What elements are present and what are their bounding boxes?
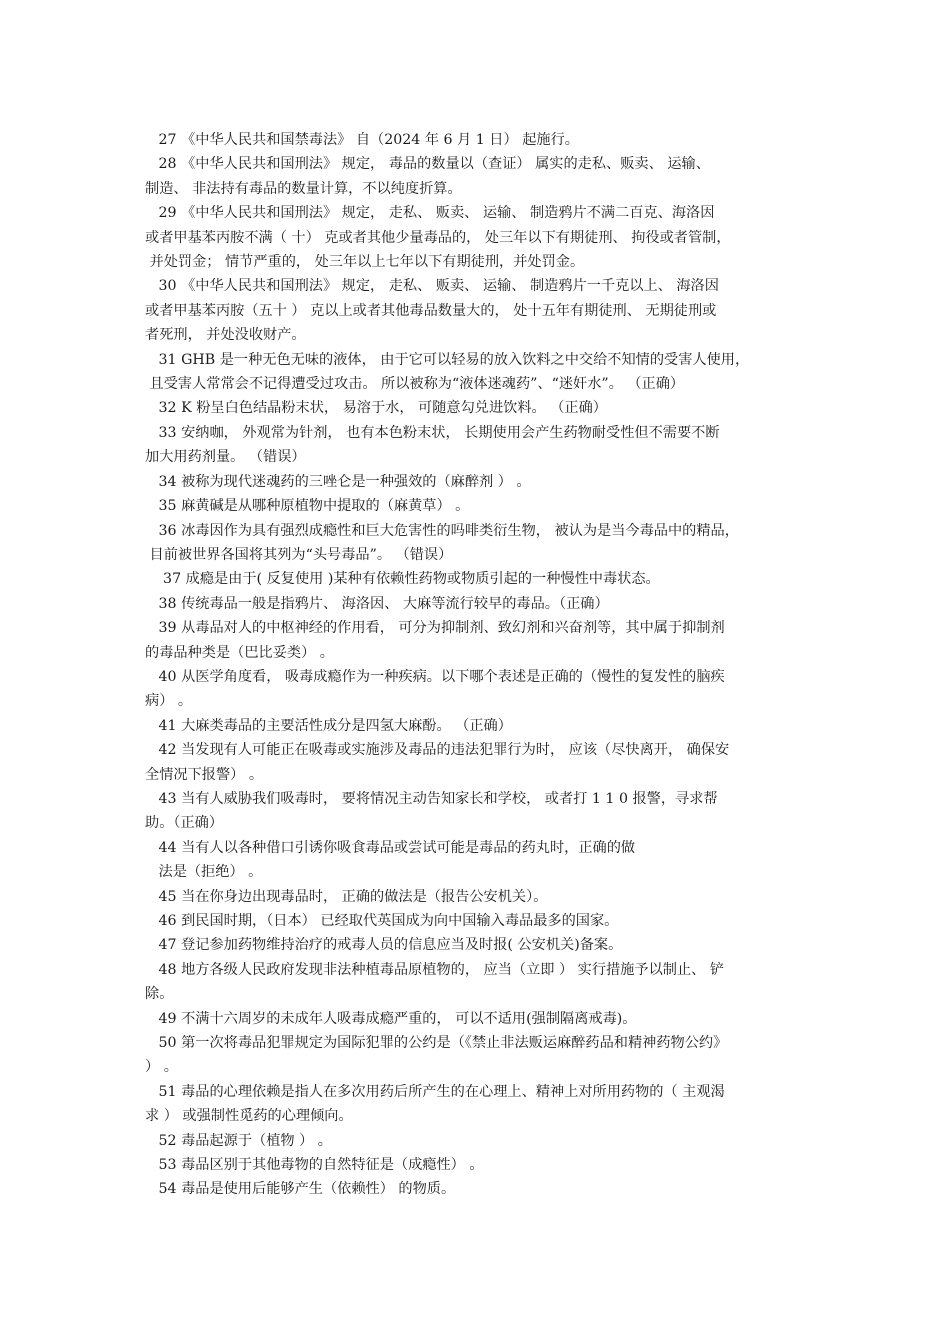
text-line: 45 当在你身边出现毒品时， 正确的做法是（报告公安机关）。 <box>145 888 548 905</box>
text-line: 29 《中华人民共和国刑法》 规定， 走私、 贩卖、 运输、 制造鸦片不满二百克、海洛因 <box>145 205 715 222</box>
text-line: 54 毒品是使用后能够产生（依赖性） 的物质。 <box>145 1181 456 1198</box>
text-line: 27 《中华人民共和国禁毒法》 自（2024 年 6 月 1 日） 起施行。 <box>145 132 579 148</box>
text-line: 48 地方各级人民政府发现非法种植毒品原植物的， 应当（立即 ） 实行措施予以制止、 铲 <box>145 961 725 978</box>
document-page <box>145 128 810 1202</box>
text-line: 50 第一次将毒品犯罪规定为国际犯罪的公约是（《禁止非法贩运麻醉药品和精神药物公约》 <box>145 1035 728 1052</box>
text-line: 41 大麻类毒品的主要活性成分是四氢大麻酚。 （正确） <box>145 717 512 734</box>
text-line: 43 当有人威胁我们吸毒时， 要将情况主动告知家长和学校， 或者打 1 1 0 报警，寻求帮 <box>145 790 718 807</box>
text-line: 49 不满十六周岁的未成年人吸毒成瘾严重的， 可以不适用(强制隔离戒毒)。 <box>145 1010 637 1027</box>
text-line: 30 《中华人民共和国刑法》 规定， 走私、 贩卖、 运输、 制造鸦片一千克以上、 海洛因 <box>145 278 719 295</box>
text-line: 的毒品种类是（巴比妥类） 。 <box>145 644 334 661</box>
text-line: 除。 <box>145 986 174 1003</box>
text-line: 51 毒品的心理依赖是指人在多次用药后所产生的在心理上、精神上对所用药物的（ 主观渴 <box>145 1083 725 1100</box>
text-line: 或者甲基苯丙胺（五十 ） 克以上或者其他毒品数量大的， 处十五年有期徒刑、 无期徒刑或 <box>145 302 717 319</box>
text-line: 42 当发现有人可能正在吸毒或实施涉及毒品的违法犯罪行为时， 应该（尽快离开， 确保安 <box>145 742 730 759</box>
text-line: 且受害人常常会不记得遭受过攻击。 所以被称为“液体迷魂药”、“迷奸水”。 （正确） <box>145 376 685 393</box>
text-line: 病） 。 <box>145 693 193 710</box>
text-line: 35 麻黄碱是从哪种原植物中提取的（麻黄草） 。 <box>145 498 470 515</box>
text-line: 32 K 粉呈白色结晶粉末状， 易溶于水， 可随意勾兑进饮料。 （正确） <box>145 400 607 417</box>
text-line: 加大用药剂量。 （错误） <box>145 449 306 466</box>
text-line: 制造、 非法持有毒品的数量计算，不以纯度折算。 <box>145 180 462 197</box>
text-line: 38 传统毒品一般是指鸦片、 海洛因、 大麻等流行较早的毒品。（正确） <box>145 595 609 612</box>
text-line: 37 成瘾是由于( 反复使用 )某种有依赖性药物或物质引起的一种慢性中毒状态。 <box>145 571 660 588</box>
text-line: 46 到民国时期，（日本） 已经取代英国成为向中国输入毒品最多的国家。 <box>145 913 619 929</box>
text-line: 求 ） 或强制性觅药的心理倾向。 <box>145 1108 353 1125</box>
text-line: 47 登记参加药物维持治疗的戒毒人员的信息应当及时报( 公安机关)备案。 <box>145 937 623 954</box>
text-line: 39 从毒品对人的中枢神经的作用看， 可分为抑制剂、致幻剂和兴奋剂等，其中属于抑制剂 <box>145 620 725 637</box>
text-line: 44 当有人以各种借口引诱你吸食毒品或尝试可能是毒品的药丸时，正确的做 <box>145 839 636 856</box>
text-line: 34 被称为现代迷魂药的三唑仑是一种强效的（麻醉剂 ） 。 <box>145 473 531 490</box>
text-line: 33 安纳咖， 外观常为针剂， 也有本色粉末状， 长期使用会产生药物耐受性但不需要不断 <box>145 424 720 441</box>
text-line: 或者甲基苯丙胺不满（ 十） 克或者其他少量毒品的， 处三年以下有期徒刑、 拘役或者管制， <box>145 229 731 246</box>
text-line: 目前被世界各国将其列为“头号毒品”。 （错误） <box>145 546 453 563</box>
text-line: 并处罚金； 情节严重的， 处三年以上七年以下有期徒刑，并处罚金。 <box>145 254 585 271</box>
text-line: ） 。 <box>145 1059 178 1076</box>
text-line: 法是（拒绝） 。 <box>145 864 263 881</box>
text-line: 助。（正确） <box>145 815 224 832</box>
text-line: 36 冰毒因作为具有强烈成瘾性和巨大危害性的吗啡类衍生物， 被认为是当今毒品中的精品， <box>145 522 739 539</box>
text-line: 28 《中华人民共和国刑法》 规定， 毒品的数量以（查证） 属实的走私、贩卖、 运输、 <box>145 156 710 173</box>
text-line: 全情况下报警） 。 <box>145 766 264 783</box>
text-line: 52 毒品起源于（植物 ） 。 <box>145 1132 332 1149</box>
text-line: 53 毒品区别于其他毒物的自然特征是（成瘾性） 。 <box>145 1157 484 1174</box>
text-line: 者死刑， 并处没收财产。 <box>145 327 306 344</box>
text-line: 40 从医学角度看， 吸毒成瘾作为一种疾病。以下哪个表述是正确的（慢性的复发性的脑疾 <box>145 668 725 685</box>
text-line: 31 GHB 是一种无色无味的液体， 由于它可以轻易的放入饮料之中交给不知情的受害人使用， <box>145 351 750 368</box>
